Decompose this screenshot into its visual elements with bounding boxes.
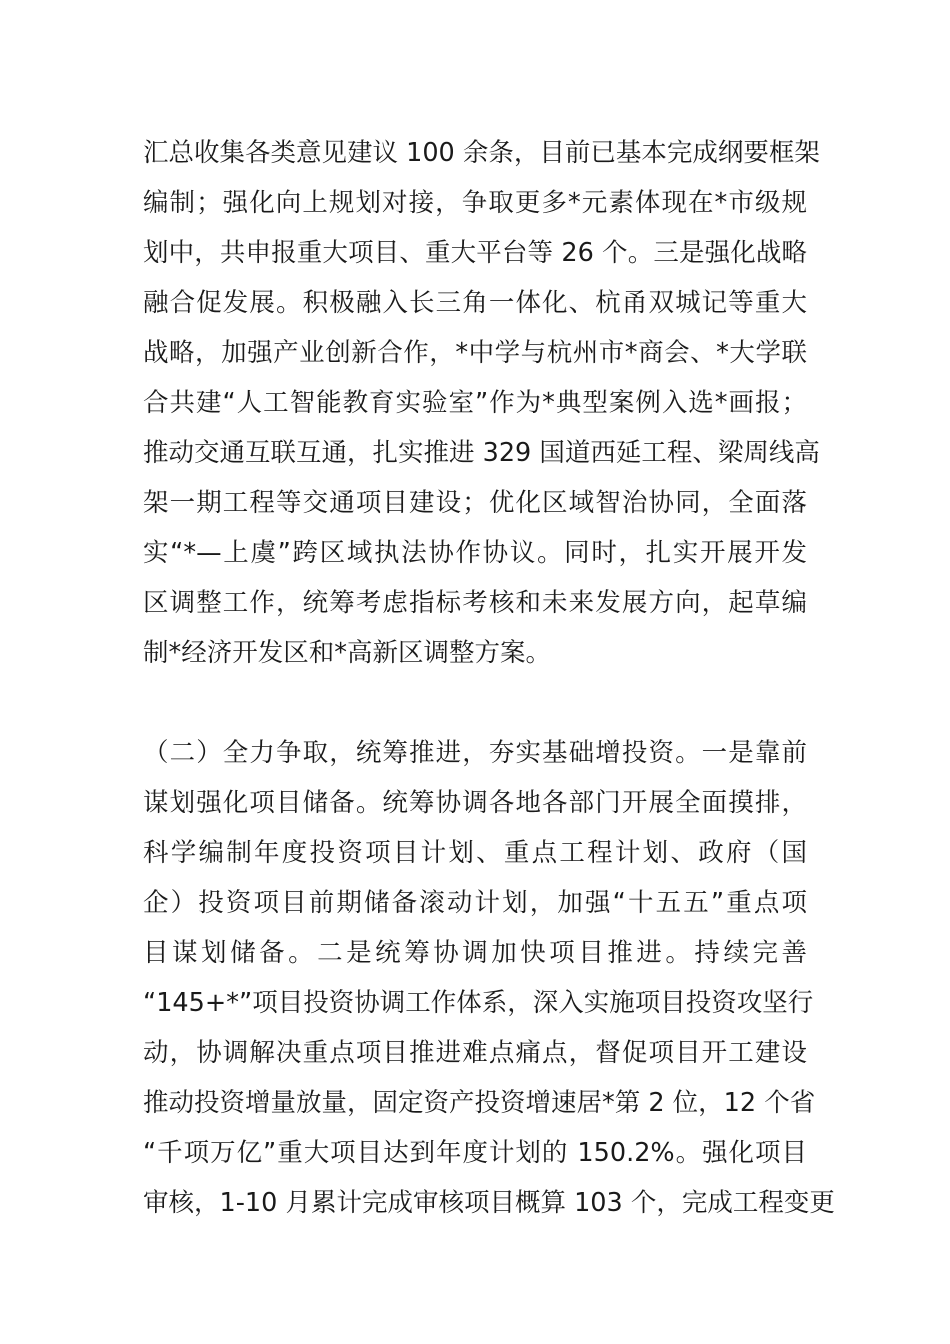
text-line: 划中，共申报重大项目、重大平台等 26 个。三是强化战略 <box>143 238 807 268</box>
text-line: 架一期工程等交通项目建设；优化区域智治协同，全面落 <box>143 488 807 518</box>
text-line: “千项万亿”重大项目达到年度计划的 150.2%。强化项目 <box>143 1138 807 1168</box>
paragraph-2 <box>143 728 835 1228</box>
text-line: 编制；强化向上规划对接，争取更多*元素体现在*市级规 <box>143 188 807 218</box>
text-line: 汇总收集各类意见建议 100 余条，目前已基本完成纲要框架 <box>143 138 820 168</box>
text-line: 实“*—上虞”跨区域执法协作协议。同时，扎实开展开发 <box>143 538 807 568</box>
text-line: 谋划强化项目储备。统筹协调各地各部门开展全面摸排， <box>143 788 807 818</box>
text-line: 区调整工作，统筹考虑指标考核和未来发展方向，起草编 <box>143 588 807 618</box>
text-line: 审核，1-10 月累计完成审核项目概算 103 个，完成工程变更 <box>143 1188 835 1218</box>
section-heading-line: （二）全力争取，统筹推进，夯实基础增投资。一是靠前 <box>143 738 807 768</box>
text-line: 合共建“人工智能教育实验室”作为*典型案例入选*画报； <box>143 388 807 418</box>
text-line: 推动投资增量放量，固定资产投资增速居*第 2 位，12 个省 <box>143 1088 816 1118</box>
text-line: 动，协调解决重点项目推进难点痛点，督促项目开工建设 <box>143 1038 807 1068</box>
text-line: 制*经济开发区和*高新区调整方案。 <box>143 638 552 668</box>
text-line: “145+*”项目投资协调工作体系，深入实施项目投资攻坚行 <box>143 988 814 1018</box>
text-line: 目谋划储备。二是统筹协调加快项目推进。持续完善 <box>143 938 807 968</box>
text-line: 融合促发展。积极融入长三角一体化、杭甬双城记等重大 <box>143 288 807 318</box>
paragraph-spacer <box>143 678 807 728</box>
text-line: 科学编制年度投资项目计划、重点工程计划、政府（国 <box>143 838 807 868</box>
document-page <box>143 128 835 1228</box>
paragraph-1 <box>143 128 820 678</box>
text-line: 战略，加强产业创新合作，*中学与杭州市*商会、*大学联 <box>143 338 807 368</box>
text-line: 推动交通互联互通，扎实推进 329 国道西延工程、梁周线高 <box>143 438 820 468</box>
text-line: 企）投资项目前期储备滚动计划，加强“十五五”重点项 <box>143 888 807 918</box>
